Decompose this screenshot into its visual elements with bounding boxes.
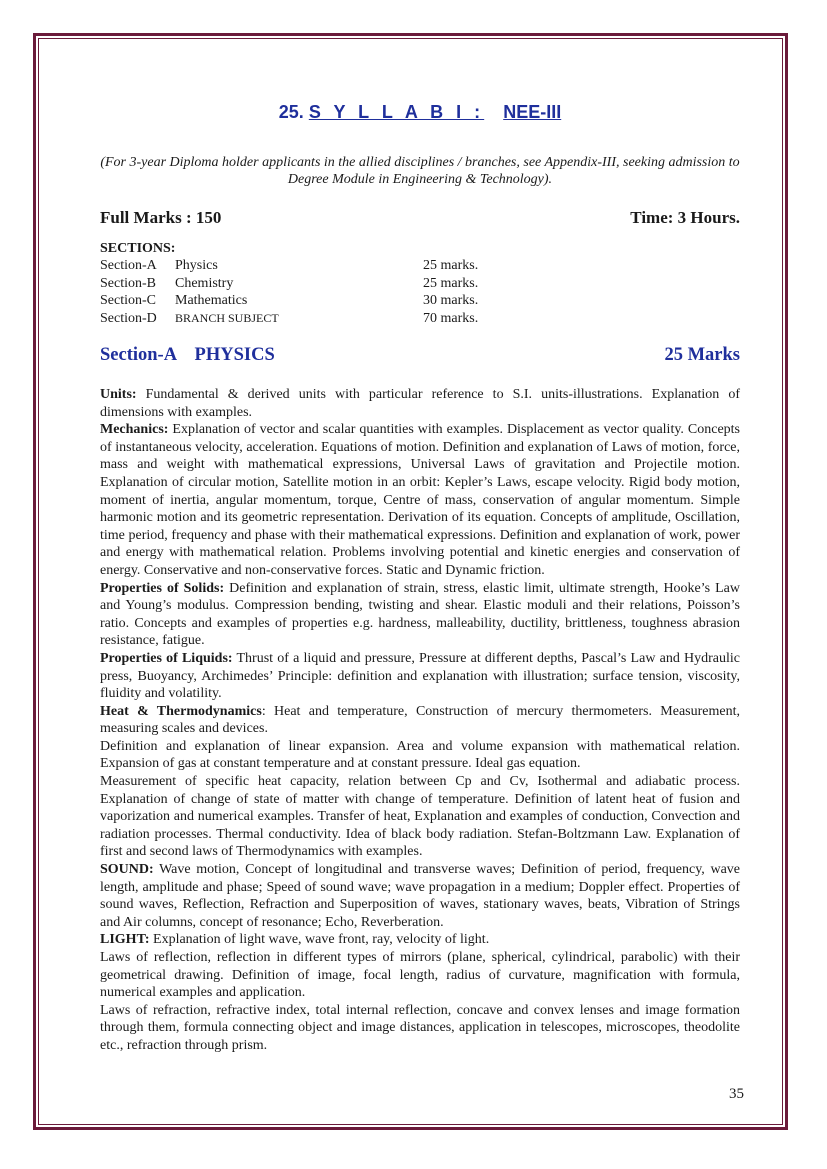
syllabus-paragraph xyxy=(100,703,740,738)
title-syllabi: S Y L L A B I : xyxy=(308,102,485,122)
syllabus-paragraph xyxy=(100,949,740,1002)
marks-row xyxy=(100,208,740,228)
sections-heading: SECTIONS: xyxy=(100,241,176,256)
paragraph-label: SOUND: xyxy=(100,862,154,878)
paragraph-text: Wave motion, Concept of longitudinal and transverse waves; Definition of period, frequency, wave length, amplitude and phase; Speed of sound wave; wave propagation in a medium; Doppler effect. Properties of sound waves, Reflection, Refraction and Superposition of waves, stationary waves, beats, Vibration of Strings and Air columns, concept of resonance; Echo, Reverberation. xyxy=(100,862,740,930)
section-name: Mathematics xyxy=(175,293,248,308)
full-marks: Full Marks : 150 xyxy=(100,208,222,227)
section-name-text: Chemistry xyxy=(175,275,234,291)
paragraph-label: Properties of Solids: xyxy=(100,580,225,596)
paragraph-text: Laws of refraction, refractive index, total internal reflection, concave and convex lenses and image formation through them, formula connecting object and image distances, application in telescopes, microscopes, theodolite etc., refraction through prism. xyxy=(100,1002,740,1053)
paragraph-label: Heat & Thermodynamics xyxy=(100,703,262,719)
section-row xyxy=(100,275,478,293)
paragraph-text: Explanation of vector and scalar quantities with examples. Displacement as vector quality. Concepts of instantaneous velocity, acceleration. Equations of motion. Definition and explanation of Laws of motion, force, mass and weight with mathematical expressions, Universal Laws of gravitation and Projectile motion. Explanation of circular motion, Satellite motion in an orbit: Kepler’s Laws, escape velocity. Rigid body motion, moment of inertia, angular momentum, torque, Centre of mass, conservation of angular momentum. Simple harmonic motion and its geometric representation. Derivation of its equation. Concepts of amplitude, Oscillation, time period, frequency and phase with their mathematical expressions. Definition and explanation of work, power and energy with mathematical relation. Problems involving potential and kinetic energies and conservation of energy. Conservative and non-conservative forces. Static and Dynamic friction. xyxy=(100,422,740,578)
syllabus-paragraph xyxy=(100,773,740,861)
section-name: Physics xyxy=(175,258,218,273)
page-content xyxy=(100,100,740,1055)
section-id: Section-D xyxy=(100,310,157,326)
syllabus-paragraph xyxy=(100,931,740,949)
title-nee: NEE-III xyxy=(503,102,562,122)
paragraph-text: : Heat and temperature, Construction of mercury thermometers. Measurement, measuring scales and devices. xyxy=(100,703,740,737)
section-marks: 30 marks. xyxy=(423,293,479,308)
section-a-header xyxy=(100,345,740,369)
title-number: 25. xyxy=(278,102,304,122)
paragraph-text: Laws of reflection, reflection in different types of mirrors (plane, spherical, cylindrical, parabolic) with their geometrical drawing. Definition of image, focal length, radius of curvature, magnification with formula, numerical examples and application. xyxy=(100,950,740,1001)
syllabus-paragraph xyxy=(100,650,740,703)
eligibility-note: (For 3-year Diploma holder applicants in the allied disciplines / branches, see Appendix-III, seeking admission to Degree Module in Engineering & Technology). xyxy=(100,155,740,187)
page-number: 35 xyxy=(729,1086,744,1102)
syllabus-paragraph xyxy=(100,738,740,773)
paragraph-text: Measurement of specific heat capacity, relation between Cp and Cv, Isothermal and adiabatic process. Explanation of change of state of matter with change of temperature. Definition of latent heat of fusion and vaporization and numerical examples. Transfer of heat, Explanation and examples of conduction, Convection and radiation processes. Thermal conductivity. Idea of black body radiation. Stefan-Boltzmann Law. Explanation of first and second laws of Thermodynamics with examples. xyxy=(100,774,740,860)
section-id: Section-B xyxy=(100,275,156,291)
paragraph-text: Definition and explanation of strain, stress, elastic limit, ultimate strength, Hooke’s Law and Young’s modulus. Compression bending, twisting and shear. Elastic moduli and their relations, Poisson’s ratio. Concepts and examples of properties e.g. hardness, malleability, ductility, brittleness, toughness abrasion resistance, fatigue. xyxy=(100,580,740,649)
exam-time: Time: 3 Hours. xyxy=(630,208,740,227)
section-row xyxy=(100,292,478,310)
section-marks: 70 marks. xyxy=(423,310,479,326)
syllabus-paragraph xyxy=(100,421,740,579)
physics-syllabus xyxy=(100,386,740,1055)
syllabus-paragraph xyxy=(100,580,740,650)
paragraph-text: Explanation of light wave, wave front, ray, velocity of light. xyxy=(149,932,490,948)
syllabus-paragraph xyxy=(100,386,740,421)
paragraph-text: Definition and explanation of linear expansion. Area and volume expansion with mathematical relation. Expansion of gas at constant temperature and at constant pressure. Ideal gas equation. xyxy=(100,738,740,772)
section-row xyxy=(100,257,478,275)
section-name xyxy=(175,275,423,293)
section-id: Section-C xyxy=(100,293,156,308)
section-marks: 25 marks. xyxy=(423,258,479,273)
syllabus-paragraph xyxy=(100,1002,740,1055)
paragraph-label: Units: xyxy=(100,387,137,402)
paragraph-text: Thrust of a liquid and pressure, Pressure at different depths, Pascal’s Law and Hydraulic press, Buoyancy, Archimedes’ Principle: definition and explanation with illustration; surface tension, viscosity, fluidity and volatility. xyxy=(100,650,740,702)
paragraph-text: Fundamental & derived units with particular reference to S.I. units-illustrations. Explanation of dimensions with examples. xyxy=(100,387,740,420)
paragraph-label: LIGHT: xyxy=(100,932,150,948)
page-title xyxy=(100,102,740,126)
syllabus-paragraph xyxy=(100,861,740,931)
sections-table xyxy=(100,257,478,327)
paragraph-label: Mechanics: xyxy=(100,422,169,438)
section-a-title: Section-A PHYSICS xyxy=(100,345,275,365)
section-a-marks: 25 Marks xyxy=(664,345,740,365)
section-name: BRANCH SUBJECT xyxy=(175,310,279,325)
paragraph-label: Properties of Liquids: xyxy=(100,650,233,666)
section-id: Section-A xyxy=(100,258,157,273)
section-row xyxy=(100,310,478,328)
section-marks: 25 marks. xyxy=(423,275,479,291)
